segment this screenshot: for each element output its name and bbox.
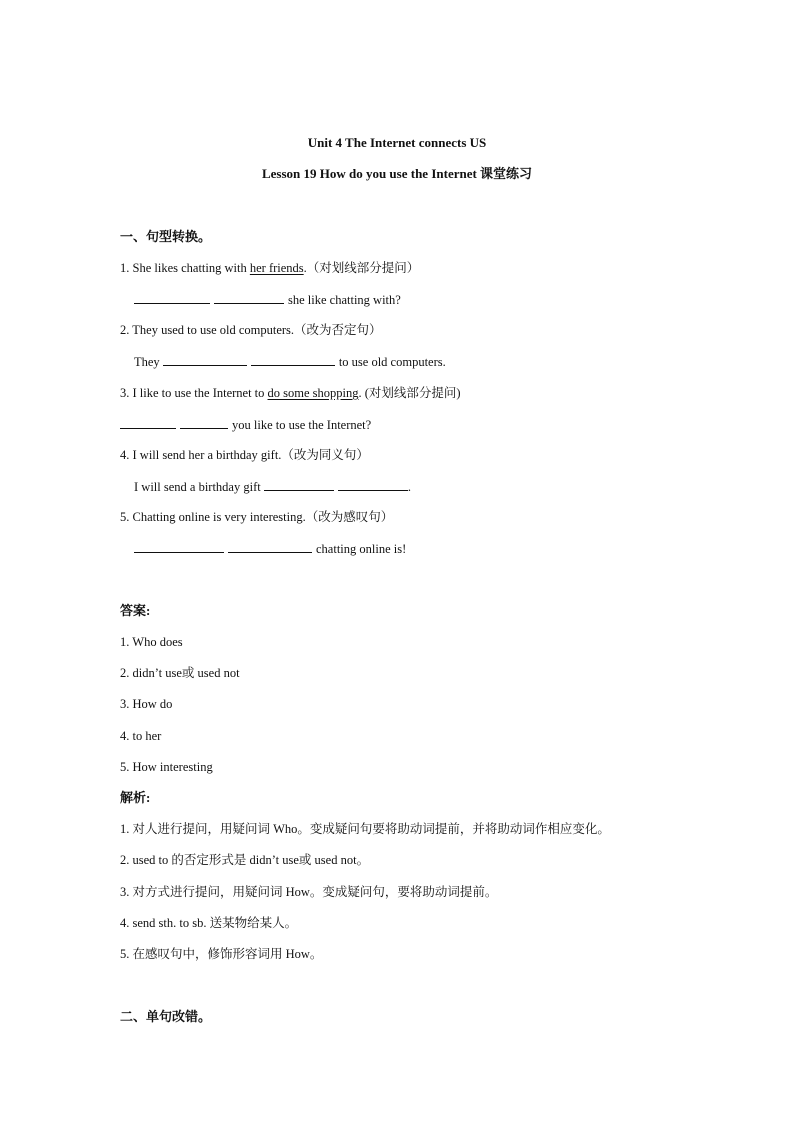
answer-line-2-prefix: They [134, 355, 163, 369]
section2-heading: 二、单句改错。 [120, 1009, 212, 1024]
answer-line-3 [120, 416, 371, 433]
question-1-instruction: .（对划线部分提问） [303, 261, 420, 275]
answer-line-4 [134, 478, 411, 495]
answer-item: 4. to her [120, 729, 162, 743]
question-1-underlined: her friends [249, 261, 304, 275]
blank-2b[interactable] [251, 353, 335, 366]
blank-3b[interactable] [180, 416, 228, 429]
answer-item: 3. How do [120, 697, 173, 711]
answer-line-1-text: she like chatting with? [288, 293, 401, 307]
blank-2a[interactable] [163, 353, 247, 366]
question-3-underlined: do some shopping [267, 386, 359, 400]
analysis-item: 4. send sth. to sb. 送某物给某人。 [120, 916, 298, 930]
blank-3a[interactable] [120, 416, 176, 429]
answers-heading: 答案: [120, 603, 151, 618]
blank-4a[interactable] [264, 478, 334, 491]
answer-item: 5. How interesting [120, 760, 213, 774]
section1-heading: 一、句型转换。 [120, 229, 212, 244]
answer-line-3-text: you like to use the Internet? [232, 418, 372, 432]
blank-5a[interactable] [134, 540, 224, 553]
question-1 [120, 260, 419, 276]
analysis-item: 1. 对人进行提问，用疑问词 Who。变成疑问句要将助动词提前，并将助动词作相应变化。 [120, 822, 610, 836]
answer-line-4-prefix: I will send a birthday gift [134, 480, 264, 494]
answer-item: 2. didn’t use或 used not [120, 666, 240, 680]
blank-5b[interactable] [228, 540, 312, 553]
analysis-item: 5. 在感叹句中，修饰形容词用 How。 [120, 947, 323, 961]
question-5: 5. Chatting online is very interesting.（改为感叹句） [120, 510, 394, 524]
answer-line-2 [134, 353, 446, 370]
answer-line-1 [134, 291, 401, 308]
answer-item: 1. Who does [120, 635, 183, 649]
analysis-item: 2. used to 的否定形式是 didn’t use或 used not。 [120, 853, 370, 867]
answer-line-2-text: to use old computers. [338, 355, 446, 369]
blank-1b[interactable] [214, 291, 284, 304]
blank-4b[interactable] [338, 478, 408, 491]
analysis-item: 3. 对方式进行提问，用疑问词 How。变成疑问句，要将助动词提前。 [120, 885, 498, 899]
answer-line-4-text: . [407, 480, 411, 494]
question-2: 2. They used to use old computers.（改为否定句） [120, 323, 382, 337]
question-1-text: 1. She likes chatting with [120, 261, 250, 275]
blank-1a[interactable] [134, 291, 210, 304]
answer-line-5 [134, 540, 406, 557]
analysis-heading: 解析: [120, 790, 151, 805]
question-4: 4. I will send her a birthday gift.（改为同义句） [120, 448, 369, 462]
question-3-instruction: . (对划线部分提问) [358, 386, 461, 400]
document-title: Unit 4 The Internet connects US [307, 135, 487, 150]
question-3 [120, 385, 461, 401]
document-subtitle: Lesson 19 How do you use the Internet 课堂练习 [261, 166, 533, 181]
answer-line-5-text: chatting online is! [316, 542, 407, 556]
question-3-text: 3. I like to use the Internet to [120, 386, 268, 400]
